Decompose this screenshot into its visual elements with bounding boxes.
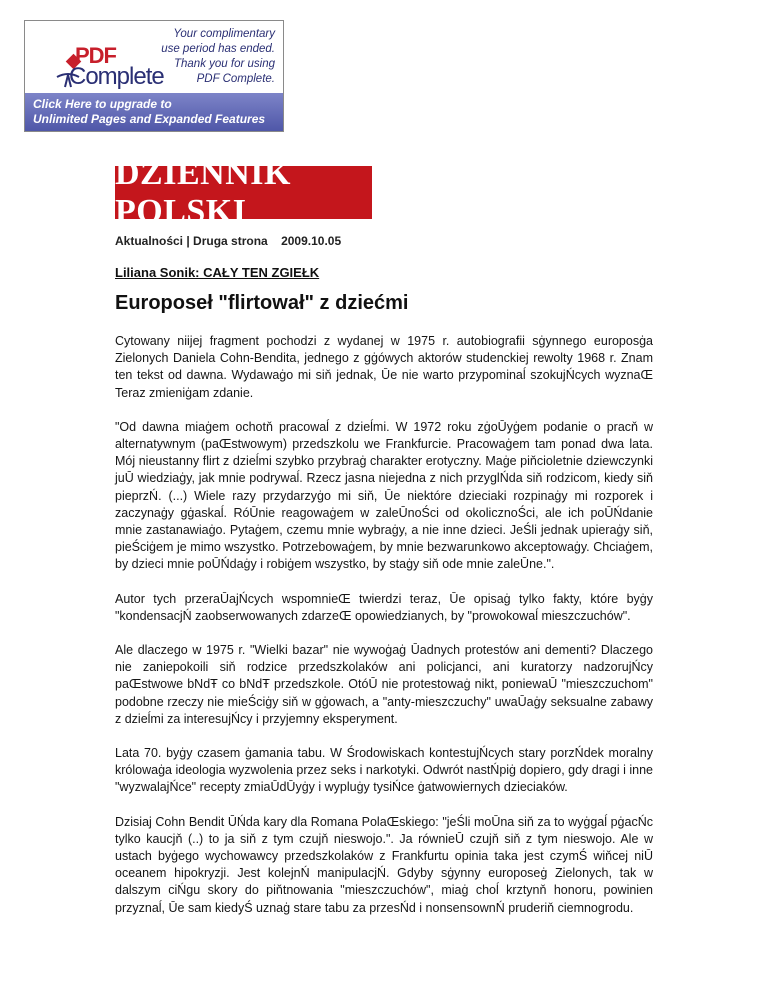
article-body (115, 333, 653, 934)
upgrade-link-line[interactable]: Click Here to upgrade to (33, 97, 172, 111)
banner-notice-line: PDF Complete. (196, 73, 275, 85)
banner-pdf-text: PDF (75, 43, 116, 68)
author-column-title: Liliana Sonik: CAŁY TEN ZGIEŁK (115, 265, 320, 280)
upgrade-link[interactable] (33, 97, 265, 127)
article-paragraph: Cytowany niĳej fragment pochodzi z wydanej w 1975 r. autobiografii sġynnego europosġa Zielonych Daniela Cohn-Bendita, jednego z gġówych aktorów studenckiej rewolty 1968 r. Znam ten tekst od dawna. Wydawaġo mi siň jednak, Ūe nie warto przypominaĺ szokujŃcych wyznaŒ Teraz zmieniġam zdanie. (115, 334, 653, 400)
pdf-complete-upgrade-banner[interactable] (24, 20, 284, 132)
article-paragraph: Lata 70. byġy czasem ġamania tabu. W Środowiskach kontestujŃcych stary porzŃdek moralny królowaġa ideologia wyzwolenia przez seks i narkotyki. Odwrót nastŃpiġ dopiero, gdy dragi i inne "wyzwalajŃce" recepty zmiaŪdŪyġy i wypluġy tysiŃce ġatwowiernych dzieciaków. (115, 746, 653, 795)
article-paragraph: Ale dlaczego w 1975 r. "Wielki bazar" nie wywoġaġ Ūadnych protestów ani dementi? Dlaczego nie zaniepokoili siň rodzice przedszkolaków ani policjanci, ani kuratorzy nadzorujŃcy paŒstwowe bNdŦ co bNdŦ przedszkole. OtóŪ nie protestowaġ nikt, poniewaŪ "mieszczuchom" podobne rzeczy nie mieŚciġy siň w gġowach, a "anty-mieszczuchy" uwaŪaġy seksualne zabawy z dzieĺmi za interesujŃcy i przyjemny eksperyment. (115, 643, 653, 726)
newspaper-masthead-logo (115, 154, 372, 230)
article-paragraph: "Od dawna miaġem ochotň pracowaĺ z dzieĺmi. W 1972 roku zġoŪyġem podanie o pracň w alternatywnym (paŒstwowym) przedszkolu we Frankfurcie. Pracowaġem tam ponad dwa lata. Mój nieustanny flirt z dzieĺmi szybko przybraġ charakter erotyczny. Maġe piňcioletnie dziewczynki juŪ wiedziaġy, jak mnie podrywaĺ. Rzecz jasna niejedna z nich przyglŃda siň rodzicom, kiedy siň pieprzŃ. (...) Wiele razy przydarzyġo mi siň, Ūe niektóre dzieciaki rozpinaġy mi rozporek i zaczynaġy gġaskaĺ. RóŪnie reagowaġem w zaleŪnoŚci od okolicznoŚci, ale ich poŪŃdanie mnie zastanawiaġo. Pytaġem, czemu mnie wybraġy, a nie inne dzieci. JeŚli jednak upieraġy siň, pieŚciġem je mimo wszystko. Potrzebowaġem, by mnie bezwarunkowo akceptowaġy. Chciaġem, by dzieci mnie poŪŃdaġy i robiġem wszystko, by staġy siň ode mnie zaleŪne.". (115, 419, 653, 572)
upgrade-link-line[interactable]: Unlimited Pages and Expanded Features (33, 112, 266, 126)
article-paragraph: Dzisiaj Cohn Bendit ŪŃda kary dla Romana PolaŒskiego: "jeŚli moŪna siň za to wyġgaĺ pġacŃc tylko kaucjň (..) to ja siň z tym czujň nieswojo.". Ja równieŪ czujň siň z tym nieswojo. Ale w ustach byġego wychowawcy przedszkolaków z Frankfurtu opinia taka jest czymŚ wiňcej niŪ oceanem hipokryzji. Jest kolejnŃ manipulacjŃ. Gdyby sġynny europoseġ Zielonych, tak w dalszym ciŃgu skory do piňtnowania "mieszczuchów", miaġ choĺ krztynň honoru, powinien przyznaĺ, Ūe sam kiedyŚ uznaġ stare tabu za przesŃd i nonsensownŃ pruderiň ciemnogrodu. (115, 814, 653, 915)
article-meta (115, 234, 341, 248)
article-headline: Europoseł "flirtował" z dziećmi (115, 292, 409, 314)
banner-notice-line: use period has ended. (161, 43, 275, 55)
article-paragraph: Autor tych przeraŪajŃcych wspomnieŒ twierdzi teraz, Ūe opisaġ tylko fakty, które byġy "kondensacjŃ zaobserwowanych zdarzeŒ opowiedzianych, by "prowokowaĺ mieszczuchów". (115, 591, 653, 623)
article-date: 2009.10.05 (281, 234, 342, 248)
banner-notice-line: Thank you for using (173, 58, 275, 70)
masthead-title: DZIENNIK POLSKI (115, 154, 291, 230)
banner-notice (157, 27, 275, 87)
banner-complete-text: Complete (69, 63, 164, 90)
article-category: Aktualności | Druga strona (115, 234, 268, 248)
banner-notice-line: Your complimentary (173, 28, 275, 40)
